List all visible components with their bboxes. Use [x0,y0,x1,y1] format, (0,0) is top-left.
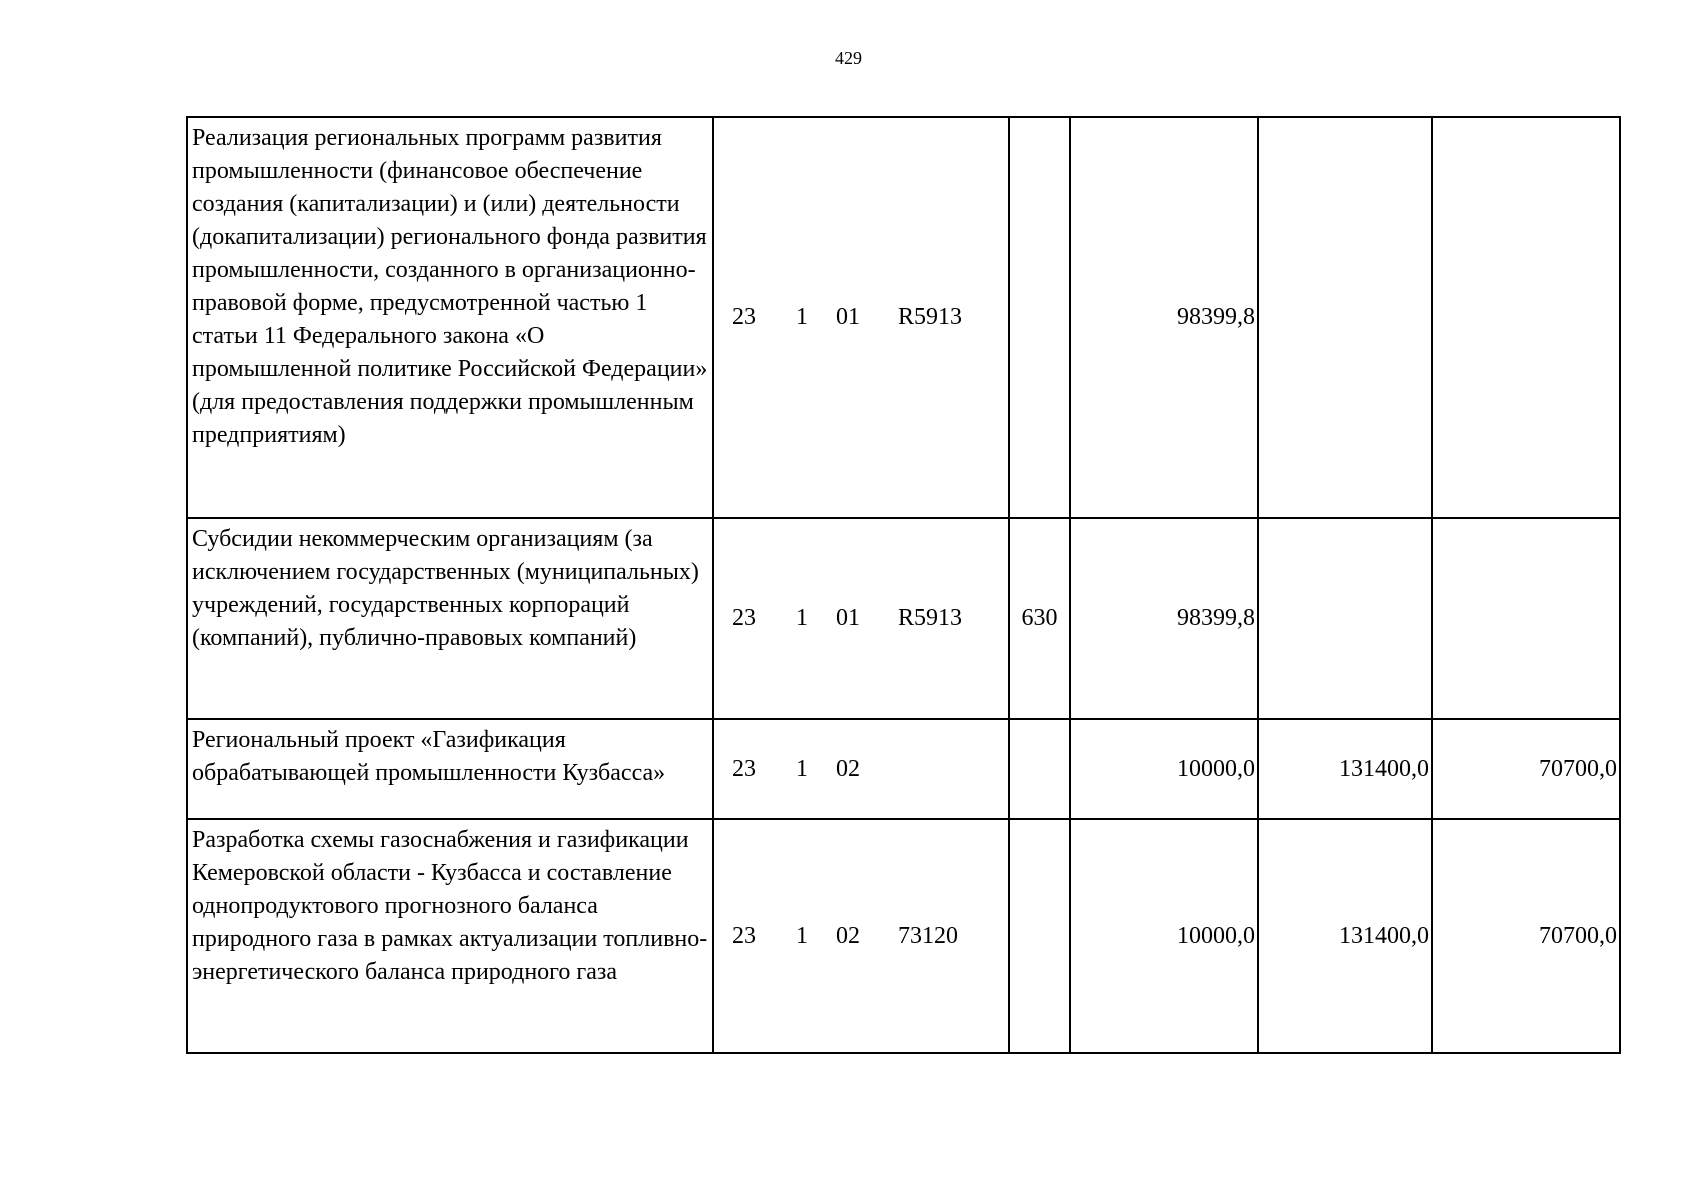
target-code-cell [713,117,1009,518]
sum-year-2 [1258,518,1432,719]
subprogram-code: 1 [796,605,808,631]
expense-type-code [1009,117,1070,518]
row-name: Региональный проект «Газификация обрабатывающей промышленности Кузбасса» [187,719,713,819]
sum-year-2: 131400,0 [1258,719,1432,819]
subprogram-code: 1 [796,922,808,949]
target-code-cell [713,518,1009,719]
section-code: 23 [732,605,756,631]
article-code: R5913 [898,304,963,330]
table-row [187,719,1620,819]
sum-year-2 [1258,117,1432,518]
sum-year-3 [1432,117,1620,518]
section-code: 23 [732,755,756,782]
group-code: 02 [836,922,860,949]
target-code-cell [713,819,1009,1053]
table-row [187,819,1620,1053]
group-code: 02 [836,755,860,782]
sum-year-2: 131400,0 [1258,819,1432,1053]
section-code: 23 [732,304,756,330]
article-code: R5913 [898,605,963,631]
sum-year-1: 10000,0 [1070,719,1258,819]
row-name: Разработка схемы газоснабжения и газификации Кемеровской области - Кузбасса и составление однопродуктового прогнозного баланса природного газа в рамках актуализации топливно-энергетического баланса природного газа [187,819,713,1053]
row-name: Субсидии некоммерческим организациям (за исключением государственных (муниципальных) учреждений, государственных корпораций (компаний), публично-правовых компаний) [187,518,713,719]
expense-type-code [1009,719,1070,819]
sum-year-3: 70700,0 [1432,819,1620,1053]
sum-year-1: 98399,8 [1070,518,1258,719]
group-code: 01 [836,304,860,330]
group-code: 01 [836,605,860,631]
expense-type-code: 630 [1009,518,1070,719]
subprogram-code: 1 [796,755,808,782]
section-code: 23 [732,922,756,949]
sum-year-3 [1432,518,1620,719]
subprogram-code: 1 [796,304,808,330]
sum-year-1: 98399,8 [1070,117,1258,518]
row-name: Реализация региональных программ развития промышленности (финансовое обеспечение создания (капитализации) и (или) деятельности (докапитализации) регионального фонда развития промышленности, созданного в организационно-правовой форме, предусмотренной частью 1 статьи 11 Федерального закона «О промышленной политике Российской Федерации» (для предоставления поддержки промышленным предприятиям) [187,117,713,518]
sum-year-3: 70700,0 [1432,719,1620,819]
page-number: 429 [835,48,862,68]
target-code-cell [713,719,1009,819]
expense-type-code [1009,819,1070,1053]
sum-year-1: 10000,0 [1070,819,1258,1053]
budget-table [186,116,1621,1054]
article-code: 73120 [898,922,958,949]
table-row [187,518,1620,719]
table-row [187,117,1620,518]
